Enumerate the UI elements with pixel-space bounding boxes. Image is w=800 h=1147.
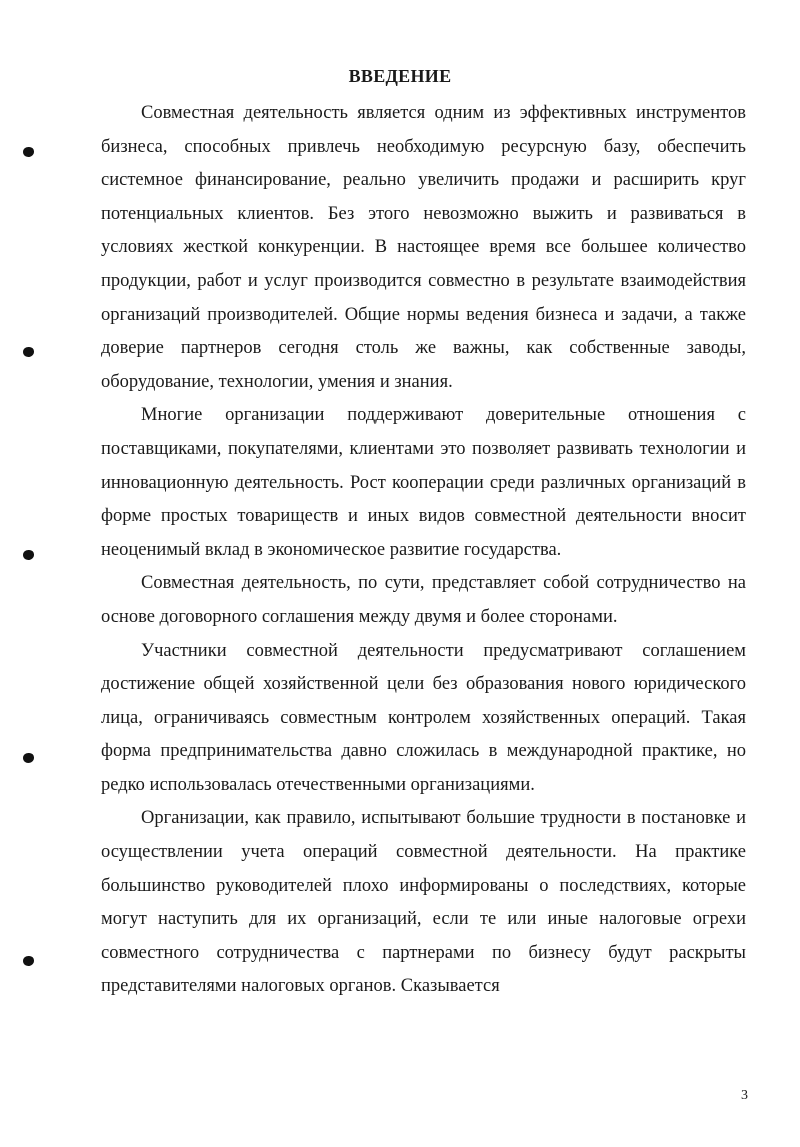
document-body bbox=[101, 97, 746, 1004]
punch-hole-mark bbox=[23, 347, 34, 357]
page-number: 3 bbox=[741, 1088, 748, 1103]
paragraph: Совместная деятельность является одним из эффективных инструментов бизнеса, способных привлечь необходимую ресурсную базу, обеспечить системное финансирование, реально увеличить продажи и расширить круг потенциальных клиентов. Без этого невозможно выжить и развиваться в условиях жесткой конкуренции. В настоящее время все большее количество продукции, работ и услуг производится совместно в результате взаимодействия организаций производителей. Общие нормы ведения бизнеса и задачи, а также доверие партнеров сегодня столь же важны, как собственные заводы, оборудование, технологии, умения и знания. bbox=[101, 103, 746, 392]
paragraph: Организации, как правило, испытывают большие трудности в постановке и осуществлении учета операций совместной деятельности. На практике большинство руководителей плохо информированы о последствиях, которые могут наступить для их организаций, если те или иные налоговые огрехи совместного сотрудничества с партнерами по бизнесу будут раскрыты представителями налоговых органов. Сказывается bbox=[101, 808, 746, 997]
punch-hole-mark bbox=[23, 147, 34, 157]
paragraph: Многие организации поддерживают доверительные отношения с поставщиками, покупателями, клиентами это позволяет развивать технологии и инновационную деятельность. Рост кооперации среди различных организаций в форме простых товариществ и иных видов совместной деятельности вносит неоценимый вклад в экономическое развитие государства. bbox=[101, 405, 746, 560]
punch-hole-mark bbox=[23, 956, 34, 966]
punch-hole-mark bbox=[23, 550, 34, 560]
page-title: ВВЕДЕНИЕ bbox=[348, 66, 452, 86]
paragraph: Совместная деятельность, по сути, представляет собой сотрудничество на основе договорного соглашения между двумя и более сторонами. bbox=[101, 573, 746, 627]
punch-hole-mark bbox=[23, 753, 34, 763]
paragraph: Участники совместной деятельности предусматривают соглашением достижение общей хозяйственной цели без образования нового юридического лица, ограничиваясь совместным контролем хозяйственных операций. Такая форма предпринимательства давно сложилась в международной практике, но редко использовалась отечественными организациями. bbox=[101, 640, 746, 795]
